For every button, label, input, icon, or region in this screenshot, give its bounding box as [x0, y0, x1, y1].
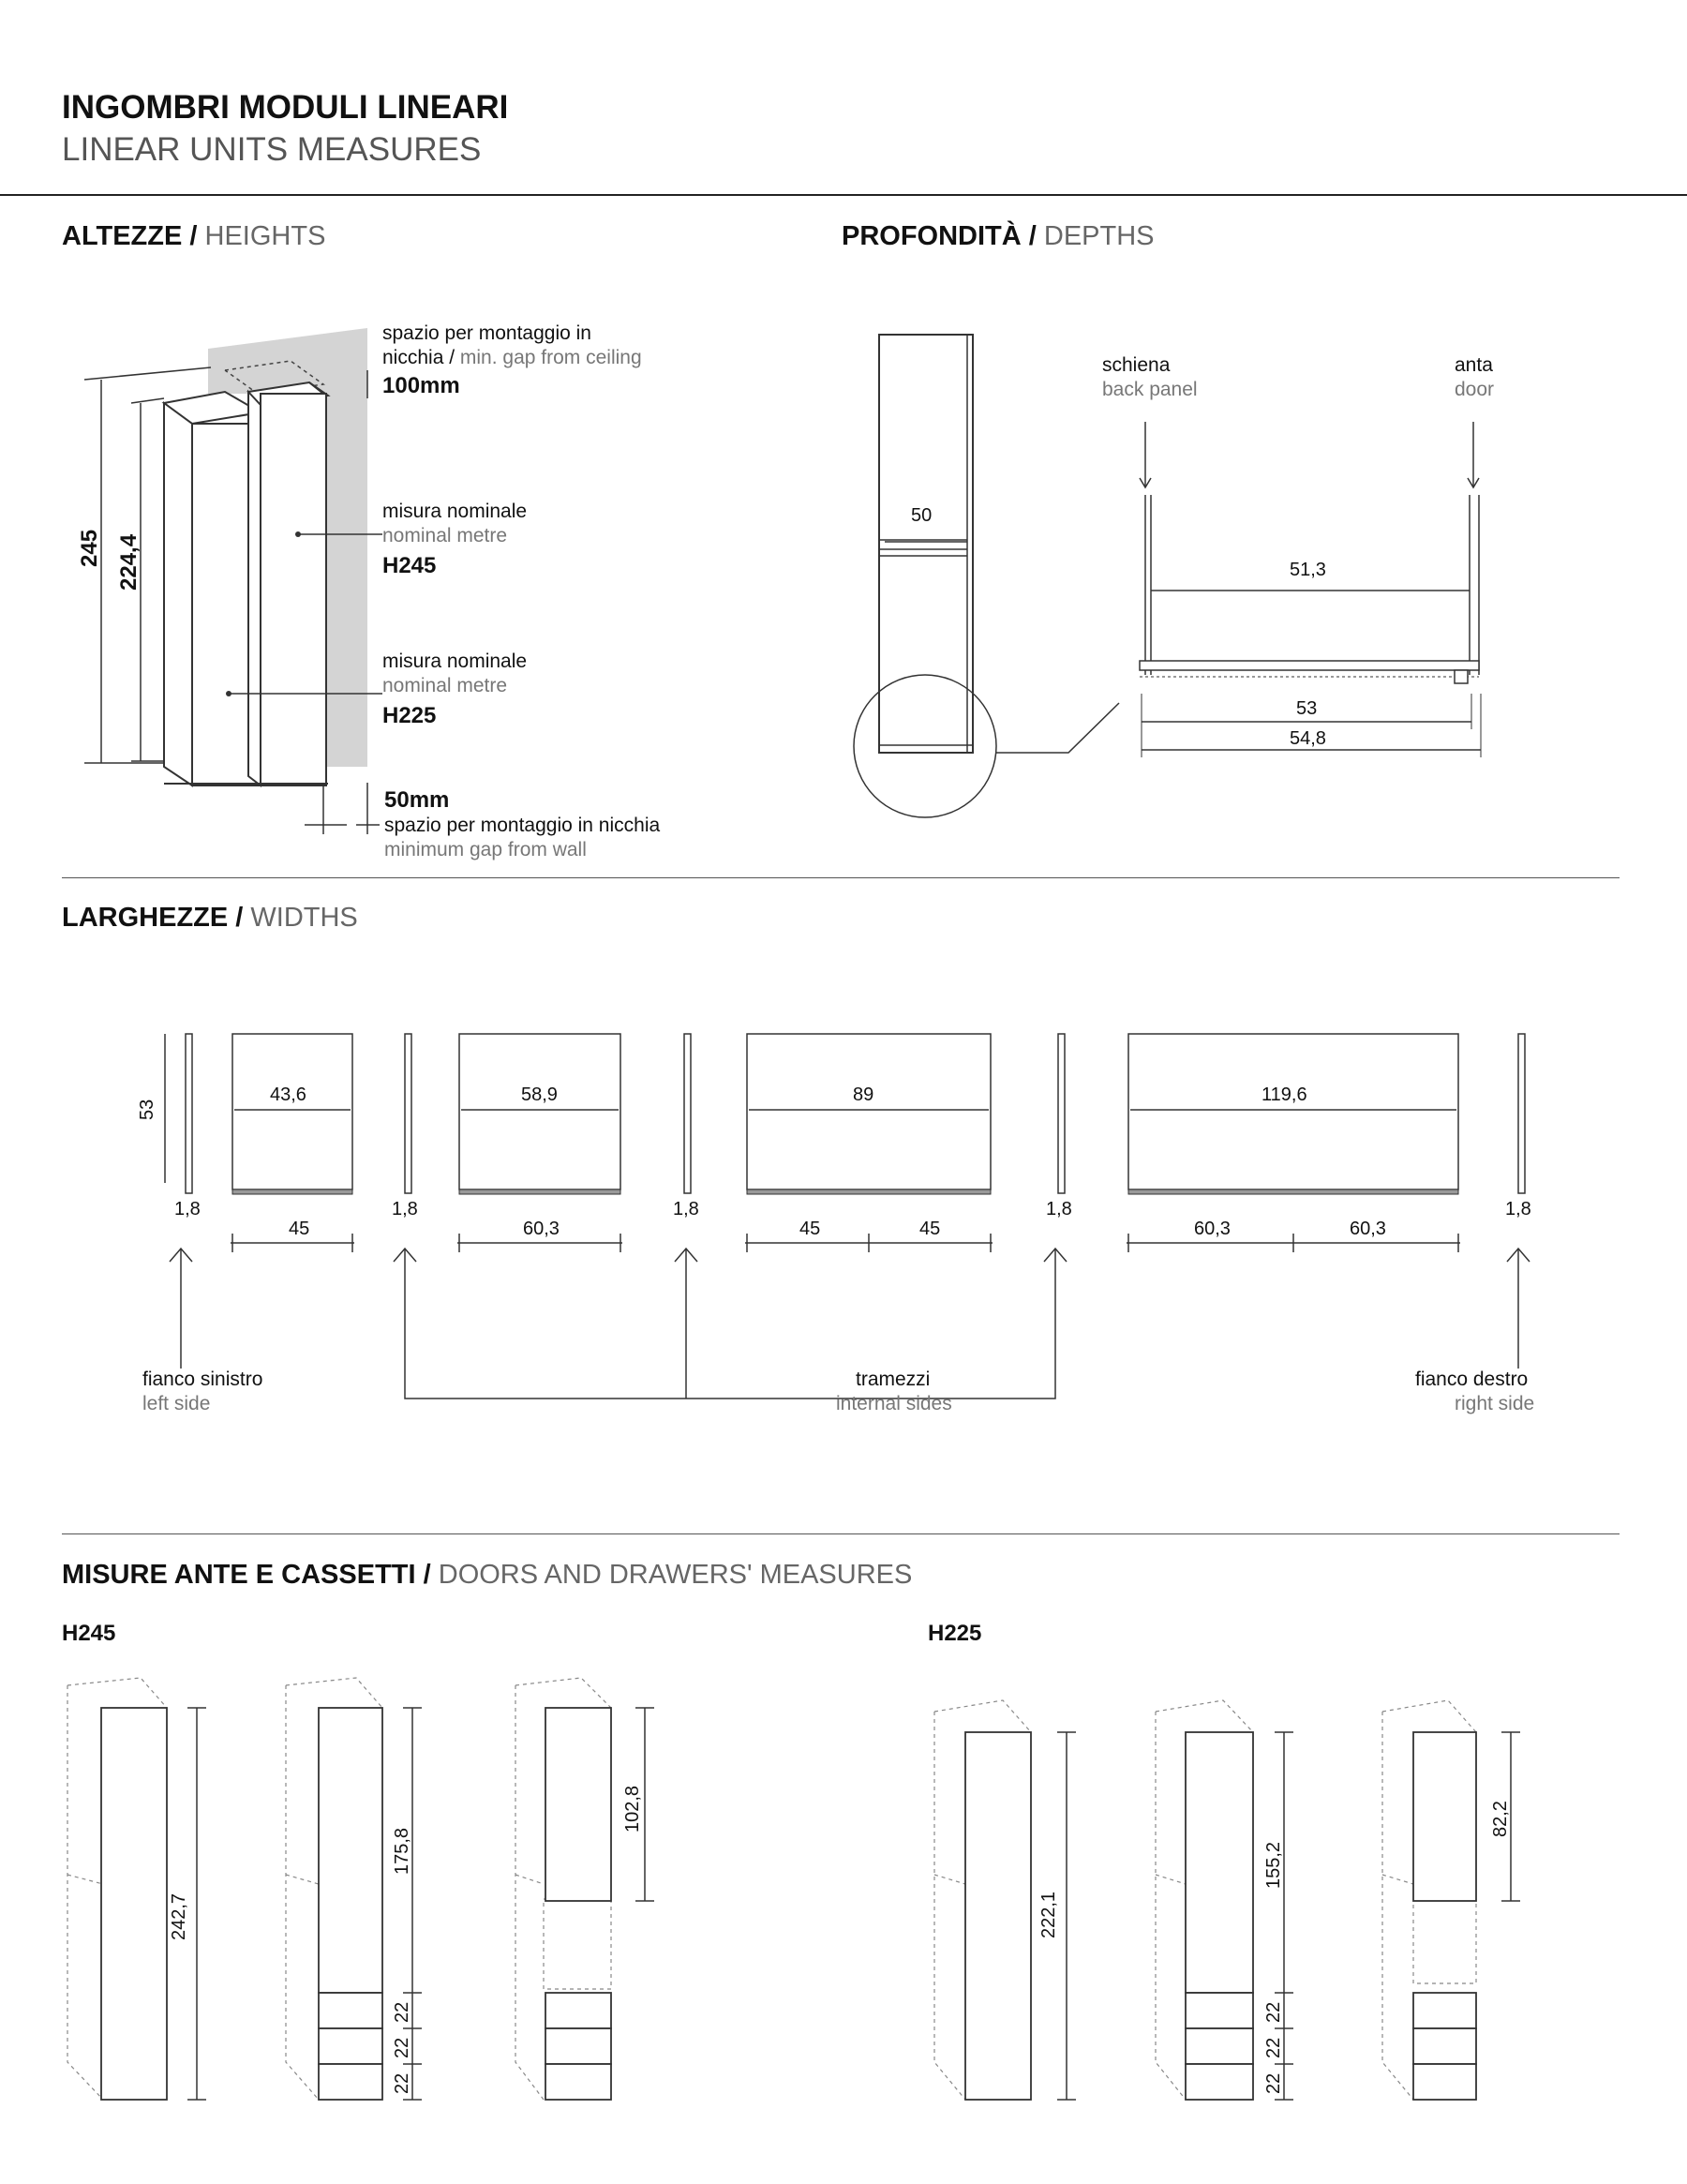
outer-width-1: 45 [289, 1219, 310, 1239]
side-width: 1,8 [392, 1199, 418, 1219]
door-1552 [1186, 1732, 1253, 1993]
page-title: INGOMBRI MODULI LINEARI [62, 89, 509, 126]
drawer [545, 1993, 611, 2028]
group-h225: H225 [928, 1621, 982, 1646]
drawer-dim: 22 [1263, 2037, 1284, 2058]
nominal1-it: misura nominale [382, 501, 528, 522]
dim-h225-3: 82,2 [1490, 1801, 1511, 1837]
inner-width-4: 119,6 [1262, 1085, 1307, 1105]
ceiling-gap-value: 100mm [382, 373, 460, 398]
dim-h245-3: 102,8 [622, 1785, 643, 1832]
depth-dim-inner: 51,3 [1290, 560, 1326, 580]
drawer-dim: 22 [392, 2001, 412, 2023]
outer-width-5: 60,3 [1194, 1219, 1231, 1239]
widths-heading: LARGHEZZE / WIDTHS [62, 903, 358, 933]
depth-dim-total: 54,8 [1290, 728, 1326, 749]
outer-width-3: 45 [799, 1219, 821, 1239]
wall-gap-it: spazio per montaggio in nicchia [384, 815, 661, 836]
drawer [319, 2028, 382, 2064]
depths-heading: PROFONDITÀ / DEPTHS [842, 221, 1155, 251]
dim-h225-2: 155,2 [1263, 1841, 1284, 1889]
dim-h245-1: 242,7 [169, 1892, 189, 1940]
page-subtitle: LINEAR UNITS MEASURES [62, 131, 482, 168]
nominal2-en: nominal metre [382, 675, 508, 696]
back-panel-en: back panel [1102, 379, 1198, 400]
side-width: 1,8 [174, 1199, 201, 1219]
outer-width-2: 60,3 [523, 1219, 560, 1239]
back-panel-it: schiena [1102, 354, 1171, 376]
drawer-dim: 22 [392, 2072, 412, 2094]
wall-gap-value: 50mm [384, 787, 450, 813]
drawer [1413, 2064, 1476, 2100]
drawer [1186, 2064, 1253, 2100]
ceiling-gap-line2: nicchia / min. gap from ceiling [382, 347, 642, 368]
internal-sides-it: tramezzi [856, 1369, 931, 1390]
outer-width-4: 45 [919, 1219, 941, 1239]
right-side-en: right side [1455, 1393, 1535, 1414]
door-822 [1413, 1732, 1476, 1901]
internal-sides-en: internal sides [836, 1393, 952, 1414]
door-2221 [965, 1732, 1031, 2100]
left-side-en: left side [142, 1393, 211, 1414]
nominal2-it: misura nominale [382, 651, 528, 672]
dim-2244-label: 224,4 [116, 533, 142, 591]
doors-heading: MISURE ANTE E CASSETTI / DOORS AND DRAWERS' MEASURES [62, 1560, 913, 1590]
drawer-dim: 22 [1263, 2001, 1284, 2023]
nominal1-en: nominal metre [382, 525, 508, 546]
ceiling-gap-line1: spazio per montaggio in [382, 322, 591, 344]
inner-width-3: 89 [853, 1085, 874, 1105]
drawer [1413, 1993, 1476, 2028]
drawer [545, 2064, 611, 2100]
door-it: anta [1455, 354, 1493, 376]
inner-width-2: 58,9 [521, 1085, 558, 1105]
side-width: 1,8 [1505, 1199, 1531, 1219]
heights-heading: ALTEZZE / HEIGHTS [62, 221, 326, 251]
outer-width-6: 60,3 [1350, 1219, 1386, 1239]
dim-h245-2: 175,8 [392, 1827, 412, 1875]
drawer [1413, 2028, 1476, 2064]
drawer-dim: 22 [1263, 2072, 1284, 2094]
dim-245-label: 245 [77, 529, 102, 567]
drawer [1186, 1993, 1253, 2028]
drawer [319, 1993, 382, 2028]
depth-dim-50: 50 [911, 505, 933, 526]
right-side-it: fianco destro [1415, 1369, 1529, 1390]
drawer-dim: 22 [392, 2037, 412, 2058]
group-h245: H245 [62, 1621, 116, 1646]
left-side-it: fianco sinistro [142, 1369, 263, 1390]
door-1758 [319, 1708, 382, 1993]
drawer [319, 2064, 382, 2100]
widths-depth-label: 53 [137, 1099, 157, 1120]
inner-width-1: 43,6 [270, 1085, 306, 1105]
drawer [545, 2028, 611, 2064]
dim-h225-1: 222,1 [1038, 1891, 1059, 1938]
nominal1-value: H245 [382, 553, 437, 578]
door-2427 [101, 1708, 167, 2100]
drawer [1186, 2028, 1253, 2064]
wall-gap-en: minimum gap from wall [384, 839, 587, 860]
nominal2-value: H225 [382, 703, 437, 728]
door-1028 [545, 1708, 611, 1901]
side-width: 1,8 [1046, 1199, 1072, 1219]
door-en: door [1455, 379, 1495, 400]
depth-dim-53: 53 [1296, 698, 1318, 719]
side-width: 1,8 [673, 1199, 699, 1219]
